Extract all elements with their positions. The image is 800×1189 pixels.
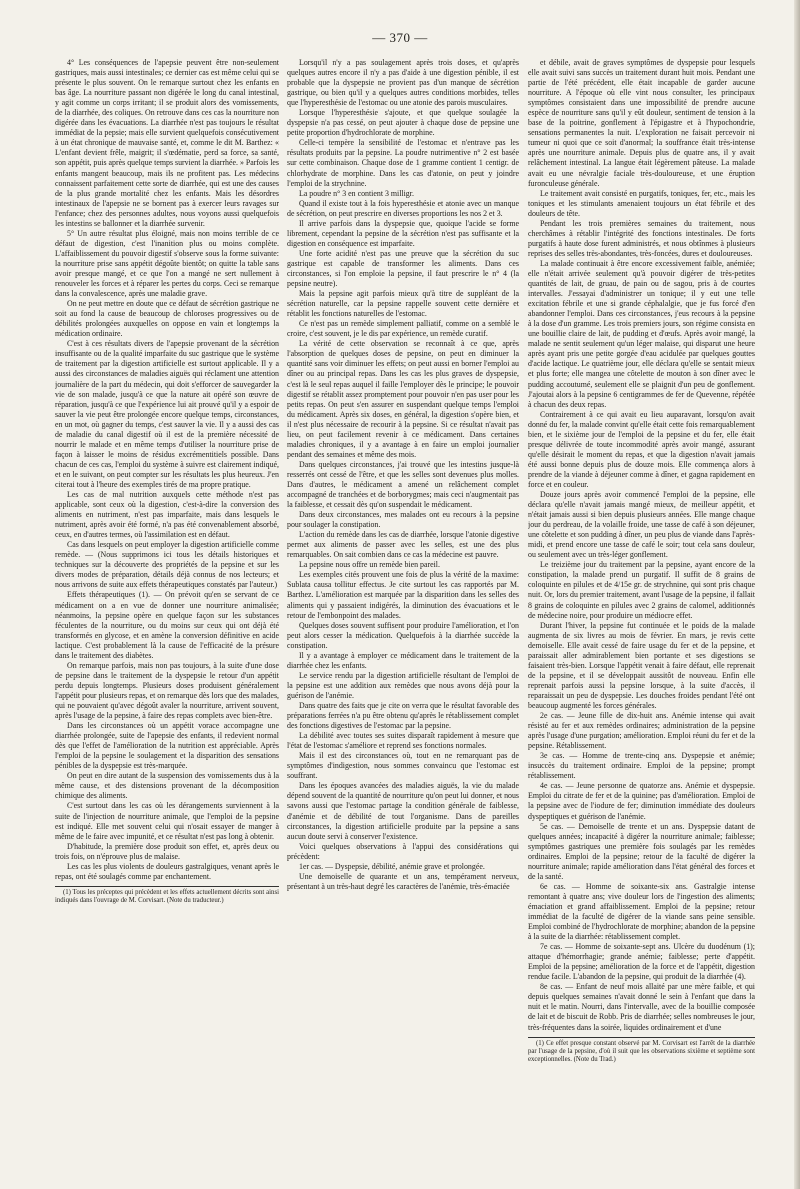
- paragraph: On ne peut mettre en doute que ce défaut de sécrétion gastrique ne soit au fond la cause de beaucoup de chloroses progressives ou de débilités prolongées auxquelles on oppose en vain et longtemps la médication ordinaire.: [55, 299, 279, 339]
- paragraph: Une demoiselle de quarante et un ans, tempérament nerveux, présentant à un très-haut degré les caractères de l'anémie, très-émaciée: [287, 871, 519, 891]
- paragraph: Celle-ci tempère la sensibilité de l'estomac et n'entrave pas les résultats produits par la pepsine. La poudre nutrimentive n° 2 est basée sur cette combinaison. Chaque dose de 1 gramme contient 1 centigr. de chlorhydrate de morphine. Dans les cas d'atonie, on peut y joindre l'emploi de la strychnine.: [287, 138, 519, 188]
- paragraph: Ce n'est pas un remède simplement palliatif, comme on a semblé le croire, c'est souvent, je le dis par expérience, un remède curatif.: [287, 319, 519, 339]
- footnote-left: [55, 889, 279, 905]
- paragraph: Effets thérapeutiques (1). — On prévoit qu'en se servant de ce médicament on a en vue de donner une nourriture animalisée; néanmoins, la pepsine opère en quelque façon sur les substances féculentes de la nourriture, ou du moins sur ceux qui ont déjà été transformés en glycose, et en amène la conversion définitive en acide lactique. C'est probablement là la cause de l'efficacité de la présure dans le traitement des diabètes.: [55, 590, 279, 660]
- paragraph: Voici quelques observations à l'appui des considérations qui précèdent:: [287, 841, 519, 861]
- paragraph: 6e cas. — Homme de soixante-six ans. Gastralgie intense remontant à quatre ans; vive douleur lors de l'ingestion des aliments; émaciation et grand affaiblissement. Emploi de la pepsine; retour immédiat de la faculté de digérer de la viande sans peine sensible. Emploi combiné de l'hydrochlorate de morphine; abandon de la pepsine à la suite de la diarrhée: rétablissement complet.: [528, 881, 755, 942]
- paragraph: 8e cas. — Enfant de neuf mois allaité par une mère faible, et qui depuis quelques semaines n'avait donné le sein à l'enfant que dans la nuit et le matin. Nourri, dans l'intervalle, avec de la bouillie composée de lait et de biscuit de Robb. Pris de diarrhée; selles nombreuses le jour, très-fréquentes dans la soirée, liquides ordinairement et d'une: [528, 982, 755, 1032]
- paragraph: Il arrive parfois dans la dyspepsie que, quoique l'acide se forme librement, cependant la pepsine de la sécrétion n'est pas suffisante et la digestion en conséquence est imparfaite.: [287, 218, 519, 248]
- paragraph: C'est à ces résultats divers de l'apepsie provenant de la sécrétion insuffisante ou de la qualité imparfaite du suc gastrique que le système de traitement par la digestion artificielle est surtout applicable. Il y a aussi des circonstances de maladies aiguës qui réclament une attention journalière de la part du médecin, qui doit s'efforcer de sauvegarder la vie de son malade, jusqu'à ce que la nature ait opéré son œuvre de réparation, jusqu'à ce que l'expérience lui ait prouvé qu'il y a espoir de sauver la vie peut être prolongée encore quelque temps, circonstances, en un mot, où gagner du temps, c'est sauver la vie. Il y a aussi des cas de maladie du canal digestif où il est de la première nécessité de nourrir le malade et en même temps d'utiliser la nourriture prise de façon à laisser le moins de résidus excrémentitiels possible. Dans chacun de ces cas, l'emploi du système à suivre est clairement indiqué, et en le suivant, on peut compter sur les résultats les plus heureux. J'en citerai tout à l'heure des exemples tirés de ma propre pratique.: [55, 339, 279, 489]
- column-left-body: [55, 58, 279, 882]
- column-left: [55, 58, 279, 1143]
- paragraph: Les exemples cités prouvent une fois de plus la vérité de la maxime: Sublata causa tollitur effectus. Je cite surtout les cas rapportés par M. Barthez. L'amélioration est marquée par la disparition dans les selles des aliments qui y passaient indigérés, la diminution des évacuations et le retour de l'embonpoint des malades.: [287, 570, 519, 620]
- paragraph: Lorsque l'hyperesthésie s'ajoute, et que quelque soulagée la dyspepsie n'a pas cessé, on peut ajouter à chaque dose de pepsine une petite proportion d'hydrochlorate de morphine.: [287, 108, 519, 138]
- paragraph: Mais il est des circonstances où, tout en ne remarquant pas de symptômes d'indigestion, nous sommes convaincu que l'estomac est souffrant.: [287, 751, 519, 781]
- paragraph: On remarque parfois, mais non pas toujours, à la suite d'une dose de pepsine dans le traitement de la dyspepsie le retour d'un appétit perdu depuis longtemps. Plusieurs doses produisent généralement l'appétit pour plusieurs repas, et on remarque dès lors que des malades, qui ne pouvaient qu'avec dégoût avaler la nourriture, arrivent souvent, après l'usage de la pepsine, à faire des repas complets avec bien-être.: [55, 660, 279, 721]
- paragraph: D'habitude, la première dose produit son effet, et, après deux ou trois fois, on n'éprouve plus de malaise.: [55, 841, 279, 861]
- paragraph: La vérité de cette observation se reconnaît à ce que, après l'absorption de quelques doses de pepsine, on peut en diminuer la quantité sans voir diminuer les effets; on peut aussi en borner l'emploi au dîner ou au principal repas. Dans les cas les plus graves de dyspepsie, c'est là le seul repas auquel il faille l'employer dès le principe; le pouvoir digestif se rétablit assez promptement pour pouvoir n'en pas user pour les petits repas. On peut s'en assurer en suspendant quelque temps l'emploi du médicament. Après six doses, en général, la digestion s'opère bien, et il n'est plus nécessaire de recourir à la pepsine. Si ce résultat n'avait pas lieu, on peut facilement revenir à ce médicament. Dans certaines maladies chroniques, il y a avantage à en faire un emploi journalier pendant des semaines et même des mois.: [287, 339, 519, 459]
- paragraph: Contrairement à ce qui avait eu lieu auparavant, lorsqu'on avait donné du fer, la malade convint qu'elle était cette fois remarquablement bien, et le sixième jour de l'emploi de la pepsine et du fer, elle était presque délivrée de toute incommodité après avoir mangé, assurant qu'elle désirait le moment du repas, et que la digestion n'avait jamais été aussi bonne depuis plus de douze mois. Elle commença alors à prendre de la viande à déjeuner comme à dîner, et gagna rapidement en force et en couleur.: [528, 409, 755, 489]
- paragraph: Mais la pepsine agit parfois mieux qu'à titre de suppléant de la sécrétion naturelle, car la pepsine rappelle souvent cette dernière et rétablit les fonctions naturelles de l'estomac.: [287, 289, 519, 319]
- paragraph: La poudre n° 3 en contient 3 milligr.: [299, 188, 414, 198]
- paragraph: Dans les circonstances où un appétit vorace accompagne une diarrhée prolongée, suite de l'apepsie des enfants, il redevient normal dès que l'effet de l'amélioration de la nutrition est appréciable. Après l'emploi de la pepsine le soulagement et la disparition des sensations pénibles de la dyspepsie est très-marquée.: [55, 721, 279, 771]
- paragraph: Le treizième jour du traitement par la pepsine, ayant encore de la constipation, la malade prend un purgatif. Il suffit de 8 grains de coloquinte en pilules et de 4/15e gr. de strychnine, qui sont pris chaque nuit. Or, lors du premier traitement, avant l'usage de la pepsine, il fallait 8 grains de coloquinte en pilules avec 2 grains de calomel, additionnés de médecine noire, pour produire un médiocre effet.: [528, 560, 755, 620]
- paragraph: 1er cas. — Dyspepsie, débilité, anémie grave et prolongée.: [299, 861, 485, 871]
- paragraph: Dans quelques circonstances, j'ai trouvé que les intestins jusque-là resserrés ont cessé de l'être, et que les selles sont devenues plus molles. Dans d'autres, le médicament a amené un relâchement complet accompagné de tranchées et de borborygmes; mais ceci n'augmentait pas la faiblesse, et cessait dès qu'on suspendait le médicament.: [287, 459, 519, 510]
- footnote-rule: [528, 1037, 755, 1038]
- paragraph: 4e cas. — Jeune personne de quatorze ans. Anémie et dyspepsie. Emploi du citrate de fer et de la quinine; pas d'amélioration. Emploi de la pepsine avec de l'iodure de fer; diminution immédiate des douleurs dyspeptiques et guérison de l'anémie.: [528, 781, 755, 821]
- paragraph: Quelques doses souvent suffisent pour produire l'amélioration, et l'on peut alors cesser la médication. Quelquefois à la diarrhée succède la constipation.: [287, 620, 519, 650]
- column-right-body: [528, 58, 755, 1033]
- paragraph: 7e cas. — Homme de soixante-sept ans. Ulcère du duodénum (1); attaque d'hémorrhagie; grande anémie; faiblesse; perte d'appétit. Emploi de la pepsine; amélioration de la force et de l'appétit, digestion rendue facile. L'abandon de la pepsine, qui produit de la diarrhée (4).: [528, 942, 755, 982]
- paragraph: 3e cas. — Homme de trente-cinq ans. Dyspepsie et anémie; insuccès du traitement ordinaire. Emploi de la pepsine; prompt rétablissement.: [528, 751, 755, 781]
- paragraph: La malade continuait à être encore excessivement faible, anémiée; elle n'était arrivée seulement qu'à pouvoir digérer de très-petites quantités de lait, de gruau, de pain ou de sagou, pris à de courtes intervalles. J'essayai d'administrer un tonique; il y eut une telle excitation fébrile et une si grande céphalalgie, que je fus forcé d'en abandonner l'emploi. Dans ces circonstances, j'eus recours à la pepsine à la dose d'un gramme. Les trois premiers jours, son régime consista en une bouillie claire de lait, de pudding et d'œufs. Après avoir mangé, la malade ne sentit seulement qu'un léger malaise, qui disparut une heure après ayant pris une petite gorgée d'eau acidulée par quelques gouttes d'acide lactique. Le quatrième jour, elle déclara qu'elle se sentait mieux et plus forte; elle mangea une côtelette de mouton à son dîner avec le pudding accoutumé, seulement elle se plaignit d'un peu de gonflement. J'ajoutai alors à la pepsine 6 centigrammes de fer de Quevenne, répétée à chacun des deux repas.: [528, 258, 755, 409]
- paragraph: Le service rendu par la digestion artificielle résultant de l'emploi de la pepsine est une addition aux remèdes que nous avons déjà pour la guérison de l'anémie.: [287, 670, 519, 700]
- paragraph: La débilité avec toutes ses suites disparaît rapidement à mesure que l'état de l'estomac s'améliore et reprend ses fonctions normales.: [287, 731, 519, 751]
- column-middle: [287, 58, 519, 1173]
- paragraph: Dans deux circonstances, mes malades ont eu recours à la pepsine pour soulager la constipation.: [287, 510, 519, 530]
- paragraph: La pepsine nous offre un remède bien pareil.: [299, 560, 440, 570]
- paragraph: Cas dans lesquels on peut employer la digestion artificielle comme remède. — (Nous supprimons ici tous les détails historiques et techniques sur la découverte des propriétés de la pepsine et sur les divers modes de préparation, détails déjà connus de nos lecteurs; et nous arrivons de suite aux effets thérapeutiques constatés par l'auteur.): [55, 540, 279, 590]
- footnote-right: [528, 1040, 755, 1065]
- page-number: — 370 —: [372, 30, 428, 45]
- paragraph: Le traitement avait consisté en purgatifs, toniques, fer, etc., mais les toniques et les stimulants amenaient toujours un état fébrile et des douleurs de tête.: [528, 188, 755, 218]
- paragraph: 2e cas. — Jeune fille de dix-huit ans. Anémie intense qui avait résisté au fer et aux remèdes ordinaires; administration de la pepsine après l'usage d'une purgation; amélioration. Emploi réuni du fer et de la pepsine. Rétablissement.: [528, 711, 755, 751]
- paragraph: et débile, avait de graves symptômes de dyspepsie pour lesquels elle avait suivi sans succès un traitement durant huit mois. Pendant une partie de l'été précédent, elle était incapable de garder aucune nourriture. A l'époque où elle vint nous consulter, les principaux symptômes consistaient dans une impossibilité de prendre aucune espèce de nourriture sans qu'il y eût douleur, sentiment de tension à la base de la poitrine, gonflement à l'épigastre et à l'hypochondrie, sensations permanentes la nuit. L'exploration ne faisait percevoir ni tumeur ni quoi que ce soit d'anormal; la souffrance était très-intense après une nourriture animale. Depuis plus de quatre ans, il y avait relâchement intestinal. La langue était légèrement pâteuse. La malade avait eu une névralgie faciale très-douloureuse, et une éruption furonculeuse générale.: [528, 58, 755, 188]
- column-middle-body: [287, 58, 519, 892]
- paragraph: Dans les époques avancées des maladies aiguës, la vie du malade dépend souvent de la quantité de nourriture qu'on peut lui donner, et nous savons aussi que l'estomac partage la condition générale de faiblesse, d'anémie et de débilité de tout l'organisme. Dans de pareilles circonstances, la digestion artificielle produite par la pepsine a sans aucun doute servi à conserver l'existence.: [287, 781, 519, 841]
- paragraph: L'action du remède dans les cas de diarrhée, lorsque l'atonie digestive permet aux aliments de passer avec les selles, est une des plus remarquables. On sait combien dans ce cas la médecine est pauvre.: [287, 530, 519, 560]
- paragraph: C'est surtout dans les cas où les dérangements surviennent à la suite de l'injection de nourriture animale, que l'emploi de la pepsine est indiqué. Elle met souvent celui qui n'osait essayer de manger à même de le faire avec impunité, et ce résultat n'est pas long à obtenir.: [55, 801, 279, 841]
- paragraph: Lorsqu'il n'y a pas soulagement après trois doses, et qu'après quelques autres encore il n'y a pas d'aide à une digestion pénible, il est probable que la dyspepsie ne provient pas d'un manque de sécrétion gastrique, ou bien qu'il y a quelques autres conditions morbides, telles que l'hyperesthésie de l'estomac ou une atonie des parois musculaires.: [287, 58, 519, 108]
- paragraph: Les cas de mal nutrition auxquels cette méthode n'est pas applicable, sont ceux où la digestion, c'est-à-dire la conversion des aliments en nutriment, n'est pas imparfaite, mais dans lesquels le nutriment, après avoir été formé, n'a pas été convenablement absorbé, ceux, en d'autres termes, où l'assimilation est en défaut.: [55, 490, 279, 540]
- paragraph: On peut en dire autant de la suspension des vomissements dus à la même cause, et des distensions provenant de la décomposition chimique des aliments.: [55, 771, 279, 801]
- paragraph: 4° Les conséquences de l'apepsie peuvent être non-seulement gastriques, mais aussi intestinales; ce dernier cas est même celui qui se présente le plus souvent. On le remarque surtout chez les enfants en bas âge. La nourriture passant non digérée le long du canal intestinal, y agit comme un corps irritant; il se produit alors des vomissements, de la diarrhée, des coliques. On retrouve dans ces cas la nourriture non digérée dans les évacuations. La diarrhée n'est pas toujours le résultat immédiat de la pepsie; mais elle survient quelquefois consécutivement à un état chronique de mauvaise santé, et, comme le dit M. Barthez: « L'enfant devient frêle, maigrit; il s'œdématie, perd sa force, sa santé, son appétit, puis après quelque temps survient la diarrhée. » Parfois les enfants mangent beaucoup, mais ils ne profitent pas. Les médecins connaissent parfaitement cette sorte de diarrhée, qui est une des causes de la plus grande mortalité chez les enfants. Mais les désordres intestinaux de l'apepsie ne se bornent pas à exercer leurs ravages sur l'enfance; chez des personnes adultes, nous voyons aussi quelquefois les intestins se ballonner et la diarrhée survenir.: [55, 58, 279, 228]
- footnote-text: (1) Ce effet presque constant observé par M. Corvisart est l'arrêt de la diarrhée par l'usage de la pepsine, d'où il suit que les observations sixième et septième sont exceptionnelles. (Note du Trad.): [528, 1039, 755, 1063]
- paragraph: Dans quatre des faits que je cite on verra que le résultat favorable des préparations ferrées n'a pu être obtenu qu'après le rétablissement complet des fonctions digestives de l'estomac par la pepsine.: [287, 701, 519, 731]
- paragraph: Douze jours après avoir commencé l'emploi de la pepsine, elle déclara qu'elle n'avait jamais mangé mieux, de meilleur appétit, et n'était jamais aussi si bien depuis plusieurs années. Elle mange chaque jour du perdreau, de la volaille froide, une tasse de café à son déjeuner, une côtelette et son pudding à dîner, un peu plus de viande dans l'après-midi, et prend encore une tasse de café le soir; tout cela sans douleur, ou seulement avec un très-léger gonflement.: [528, 490, 755, 560]
- paragraph: Il y a avantage à employer ce médicament dans le traitement de la diarrhée chez les enfants.: [287, 650, 519, 670]
- paragraph: 5° Un autre résultat plus éloigné, mais non moins terrible de ce défaut de digestion, c'est l'inanition plus ou moins complète. L'affaiblissement du pouvoir digestif s'observe sous la forme suivante: la nourriture prise sans appétit dégoûte bientôt; on quitte la table sans avoir presque mangé, et ce que l'on a mangé ne sert nullement à renouveler les forces et à réparer les pertes du corps. Ceci se remarque dans la convalescence, après une maladie grave.: [55, 228, 279, 299]
- paragraph: Quand il existe tout à la fois hyperesthésie et atonie avec un manque de sécrétion, on peut prescrire en diverses proportions les nos 2 et 3.: [287, 198, 519, 218]
- paragraph: Une forte acidité n'est pas une preuve que la sécrétion du suc gastrique est capable de transformer les aliments. Dans ces circonstances, si l'on emploie la pepsine, il faut prescrire le n° 4 (la pepsine neutre).: [287, 248, 519, 289]
- column-right: [528, 58, 755, 1173]
- page-fold-shadow: [794, 0, 800, 1189]
- paragraph: Pendant les trois premières semaines du traitement, nous cherchâmes à rétablir l'intégrité des fonctions intestinales. De forts purgatifs à haute dose furent administrés, et nous obtînmes à plusieurs reprises des selles très-abondantes, très-foncées, dures et douloureuses.: [528, 218, 755, 258]
- footnote-rule: [55, 886, 279, 887]
- paragraph: Durant l'hiver, la pepsine fut continuée et le poids de la malade augmenta de six livres au mois de février. En mars, je revis cette demoiselle. Elle avait cessé de faire usage du fer et de la pepsine, et paraissait aller admirablement bien portante et ses digestions se faisaient très-bien. Lorsque l'appétit venait à faire défaut, elle reprenait de la pepsine, et il se développait aussitôt de nouveau. Enfin elle reprenait parfois aussi la pepsine lorsque, à la suite d'accès, il reparaissait un peu de dyspepsie. Les douches froides pendant l'été ont beaucoup augmenté les forces générales.: [528, 620, 755, 710]
- paragraph: 5e cas. — Demoiselle de trente et un ans. Dyspepsie datant de quelques années; incapacité à digérer la nourriture animale; faiblesse; symptômes gastriques une première fois soulagés par les remèdes ordinaires. Emploi de la pepsine; retour de la faculté de digérer la nourriture animale; rapide amélioration dans l'état général des forces et de la santé.: [528, 821, 755, 881]
- footnote-text: (1) Tous les préceptes qui précèdent et les effets actuellement décrits sont ainsi indiqués dans l'ouvrage de M. Corvisart. (Note du traducteur.): [55, 888, 279, 905]
- paragraph: Les cas les plus violents de douleurs gastralgiques, venant après le repas, ont été soulagés comme par enchantement.: [55, 861, 279, 881]
